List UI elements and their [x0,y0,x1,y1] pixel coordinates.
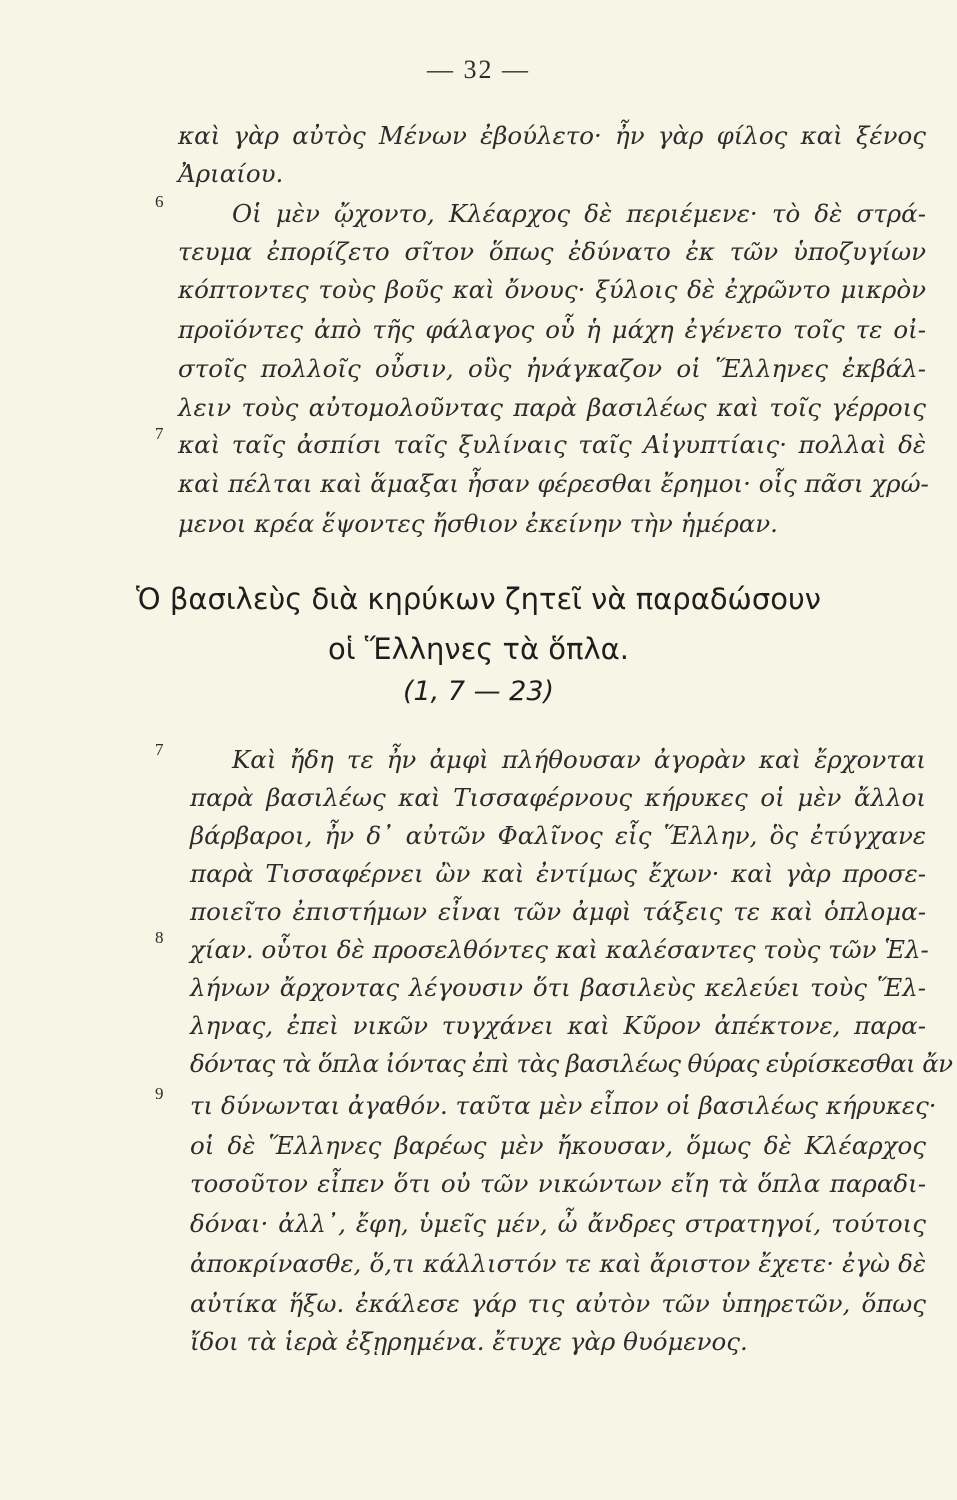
text-line: ληνας, ἐπεὶ νικῶν τυγχάνει καὶ Κῦρον ἀπέκτονε, παρα- [190,1011,926,1040]
text-line: παρὰ Τισσαφέρνει ὢν καὶ ἐντίμως ἔχων· καὶ γὰρ προσε- [190,859,926,888]
text-line: λειν τοὺς αὐτομολοῦντας παρὰ βασιλέως καὶ τοῖς γέρροις [178,393,926,422]
section-heading-cont: οἱ Ἕλληνες τὰ ὅπλα. [328,632,629,666]
text-line: αὐτίκα ἥξω. ἐκάλεσε γάρ τις αὐτὸν τῶν ὑπηρετῶν, ὅπως [190,1289,926,1318]
text-line: τευμα ἐπορίζετο σῖτον ὅπως ἐδύνατο ἐκ τῶν ὑποζυγίων [178,237,926,266]
section-number: 7 [155,424,164,443]
text-line: ἴδοι τὰ ἱερὰ ἐξῃρημένα. ἔτυχε γὰρ θυόμενος. [190,1327,748,1356]
text-line: ποιεῖτο ἐπιστήμων εἶναι τῶν ἀμφὶ τάξεις τε καὶ ὁπλομα- [190,897,926,926]
section-heading: Ὁ βασιλεὺς διὰ κηρύκων ζητεῖ νὰ παραδώσουν [136,582,821,616]
text-line: Καὶ ἤδη τε ἦν ἀμφὶ πλήθουσαν ἀγορὰν καὶ ἔρχονται [232,745,926,774]
text-line: Οἱ μὲν ᾤχοντο, Κλέαρχος δὲ περιέμενε· τὸ δὲ στρά- [232,199,926,228]
section-number: 9 [155,1084,164,1103]
page-number: — 32 — [427,55,530,84]
text-line: ἀποκρίνασθε, ὅ,τι κάλλιστόν τε καὶ ἄριστον ἔχετε· ἐγὼ δὲ [190,1249,926,1278]
text-line: στοῖς πολλοῖς οὖσιν, οὓς ἠνάγκαζον οἱ Ἕλληνες ἐκβάλ- [178,354,926,383]
text-line: δόναι· ἀλλ᾽, ἔφη, ὑμεῖς μέν, ὦ ἄνδρες στρατηγοί, τούτοις [190,1209,926,1238]
passage-reference: (1, 7 — 23) [402,676,555,707]
text-line: τι δύνωνται ἀγαθόν. ταῦτα μὲν εἶπον οἱ βασιλέως κήρυκες· [190,1091,937,1120]
text-line: βάρβαροι, ἦν δ᾽ αὐτῶν Φαλῖνος εἷς Ἕλλην, ὃς ἐτύγχανε [190,821,926,850]
section-number: 7 [155,740,164,759]
section-number: 6 [155,192,164,211]
text-line: κόπτοντες τοὺς βοῦς καὶ ὄνους· ξύλοις δὲ ἐχρῶντο μικρὸν [178,275,926,304]
text-line: παρὰ βασιλέως καὶ Τισσαφέρνους κήρυκες οἱ μὲν ἄλλοι [190,783,926,812]
text-line: καὶ πέλται καὶ ἅμαξαι ἦσαν φέρεσθαι ἔρημοι· οἷς πᾶσι χρώ- [178,469,929,498]
text-line: Ἀριαίου. [178,159,284,188]
text-line: οἱ δὲ Ἕλληνες βαρέως μὲν ἤκουσαν, ὅμως δὲ Κλέαρχος [190,1131,926,1160]
text-line: χίαν. οὗτοι δὲ προσελθόντες καὶ καλέσαντες τοὺς τῶν Ἑλ- [190,935,929,964]
text-line: καὶ γὰρ αὐτὸς Μένων ἐβούλετο· ἦν γὰρ φίλος καὶ ξένος [178,121,926,150]
text-line: μενοι κρέα ἕψοντες ἤσθιον ἐκείνην τὴν ἡμέραν. [178,509,778,538]
text-line: δόντας τὰ ὅπλα ἰόντας ἐπὶ τὰς βασιλέως θύρας εὑρίσκεσθαι ἄν [190,1049,953,1078]
text-line: τοσοῦτον εἶπεν ὅτι οὐ τῶν νικώντων εἴη τὰ ὅπλα παραδι- [190,1169,926,1198]
text-line: λήνων ἄρχοντας λέγουσιν ὅτι βασιλεὺς κελεύει τοὺς Ἕλ- [190,973,926,1002]
text-line: καὶ ταῖς ἀσπίσι ταῖς ξυλίναις ταῖς Αἰγυπτίαις· πολλαὶ δὲ [178,430,926,459]
text-line: προϊόντες ἀπὸ τῆς φάλαγος οὗ ἡ μάχη ἐγένετο τοῖς τε οἰ- [178,315,926,344]
section-number: 8 [155,928,164,947]
